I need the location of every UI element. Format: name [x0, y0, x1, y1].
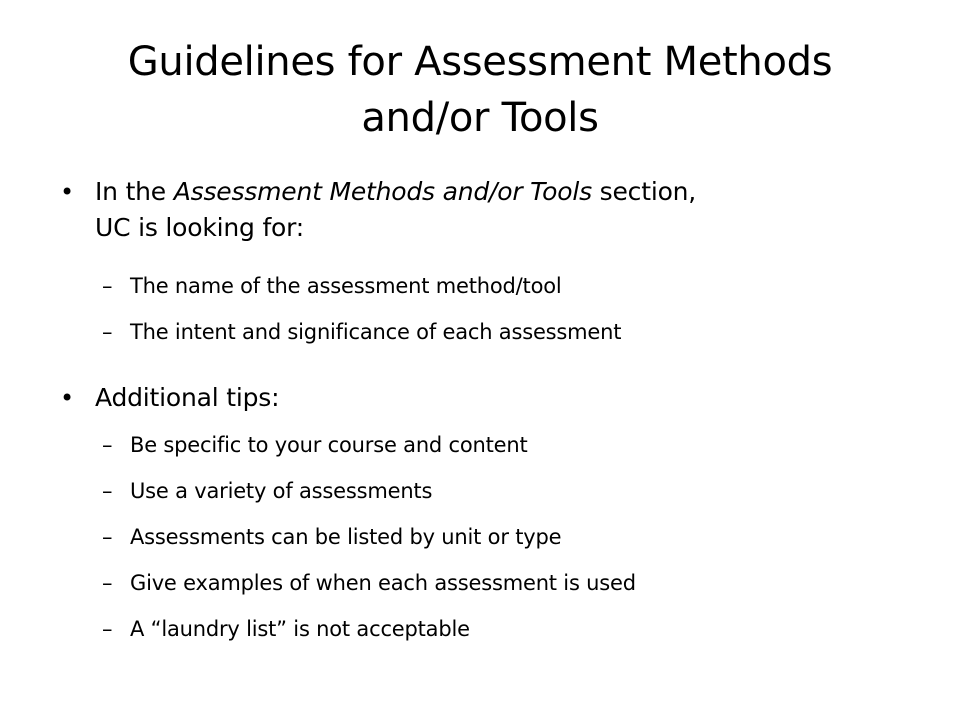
- bullet-text-plain: section,: [591, 177, 697, 206]
- sub-bullet-item: [102, 272, 910, 300]
- dash-icon: –: [102, 320, 113, 344]
- bullet-icon: •: [60, 178, 74, 206]
- dash-icon: –: [102, 525, 113, 549]
- sub-bullet-item: [102, 318, 910, 346]
- sub-bullet-item: [102, 431, 910, 459]
- dash-icon: –: [102, 571, 113, 595]
- dash-icon: –: [102, 479, 113, 503]
- bullet-text-line-2: UC is looking for:: [95, 213, 304, 242]
- bullet-icon: •: [60, 384, 74, 412]
- title-line-1: Guidelines for Assessment Methods: [127, 39, 833, 85]
- sub-bullet-text: Be specific to your course and content: [130, 433, 528, 457]
- dash-icon: –: [102, 433, 113, 457]
- bullet-item: [60, 380, 895, 416]
- sub-bullet-item: [102, 477, 910, 505]
- title-line-2: and/or Tools: [361, 95, 599, 141]
- sub-bullet-item: [102, 523, 910, 551]
- bullet-text-italic: Assessment Methods and/or Tools: [173, 177, 592, 206]
- bullet-text-line-1: [95, 174, 895, 210]
- sub-bullet-item: [102, 615, 910, 643]
- dash-icon: –: [102, 274, 113, 298]
- bullet-text-plain: In the: [95, 177, 174, 206]
- bullet-text: Additional tips:: [95, 383, 280, 412]
- slide-title: [60, 34, 900, 146]
- sub-bullet-text: The intent and significance of each assessment: [130, 320, 622, 344]
- sub-bullet-text: The name of the assessment method/tool: [130, 274, 562, 298]
- sub-bullet-text: Use a variety of assessments: [130, 479, 433, 503]
- sub-bullet-text: Assessments can be listed by unit or type: [130, 525, 562, 549]
- sub-bullet-item: [102, 569, 910, 597]
- dash-icon: –: [102, 617, 113, 641]
- sub-bullet-text: A “laundry list” is not acceptable: [130, 617, 470, 641]
- sub-bullet-text: Give examples of when each assessment is used: [130, 571, 636, 595]
- bullet-item: [60, 174, 895, 246]
